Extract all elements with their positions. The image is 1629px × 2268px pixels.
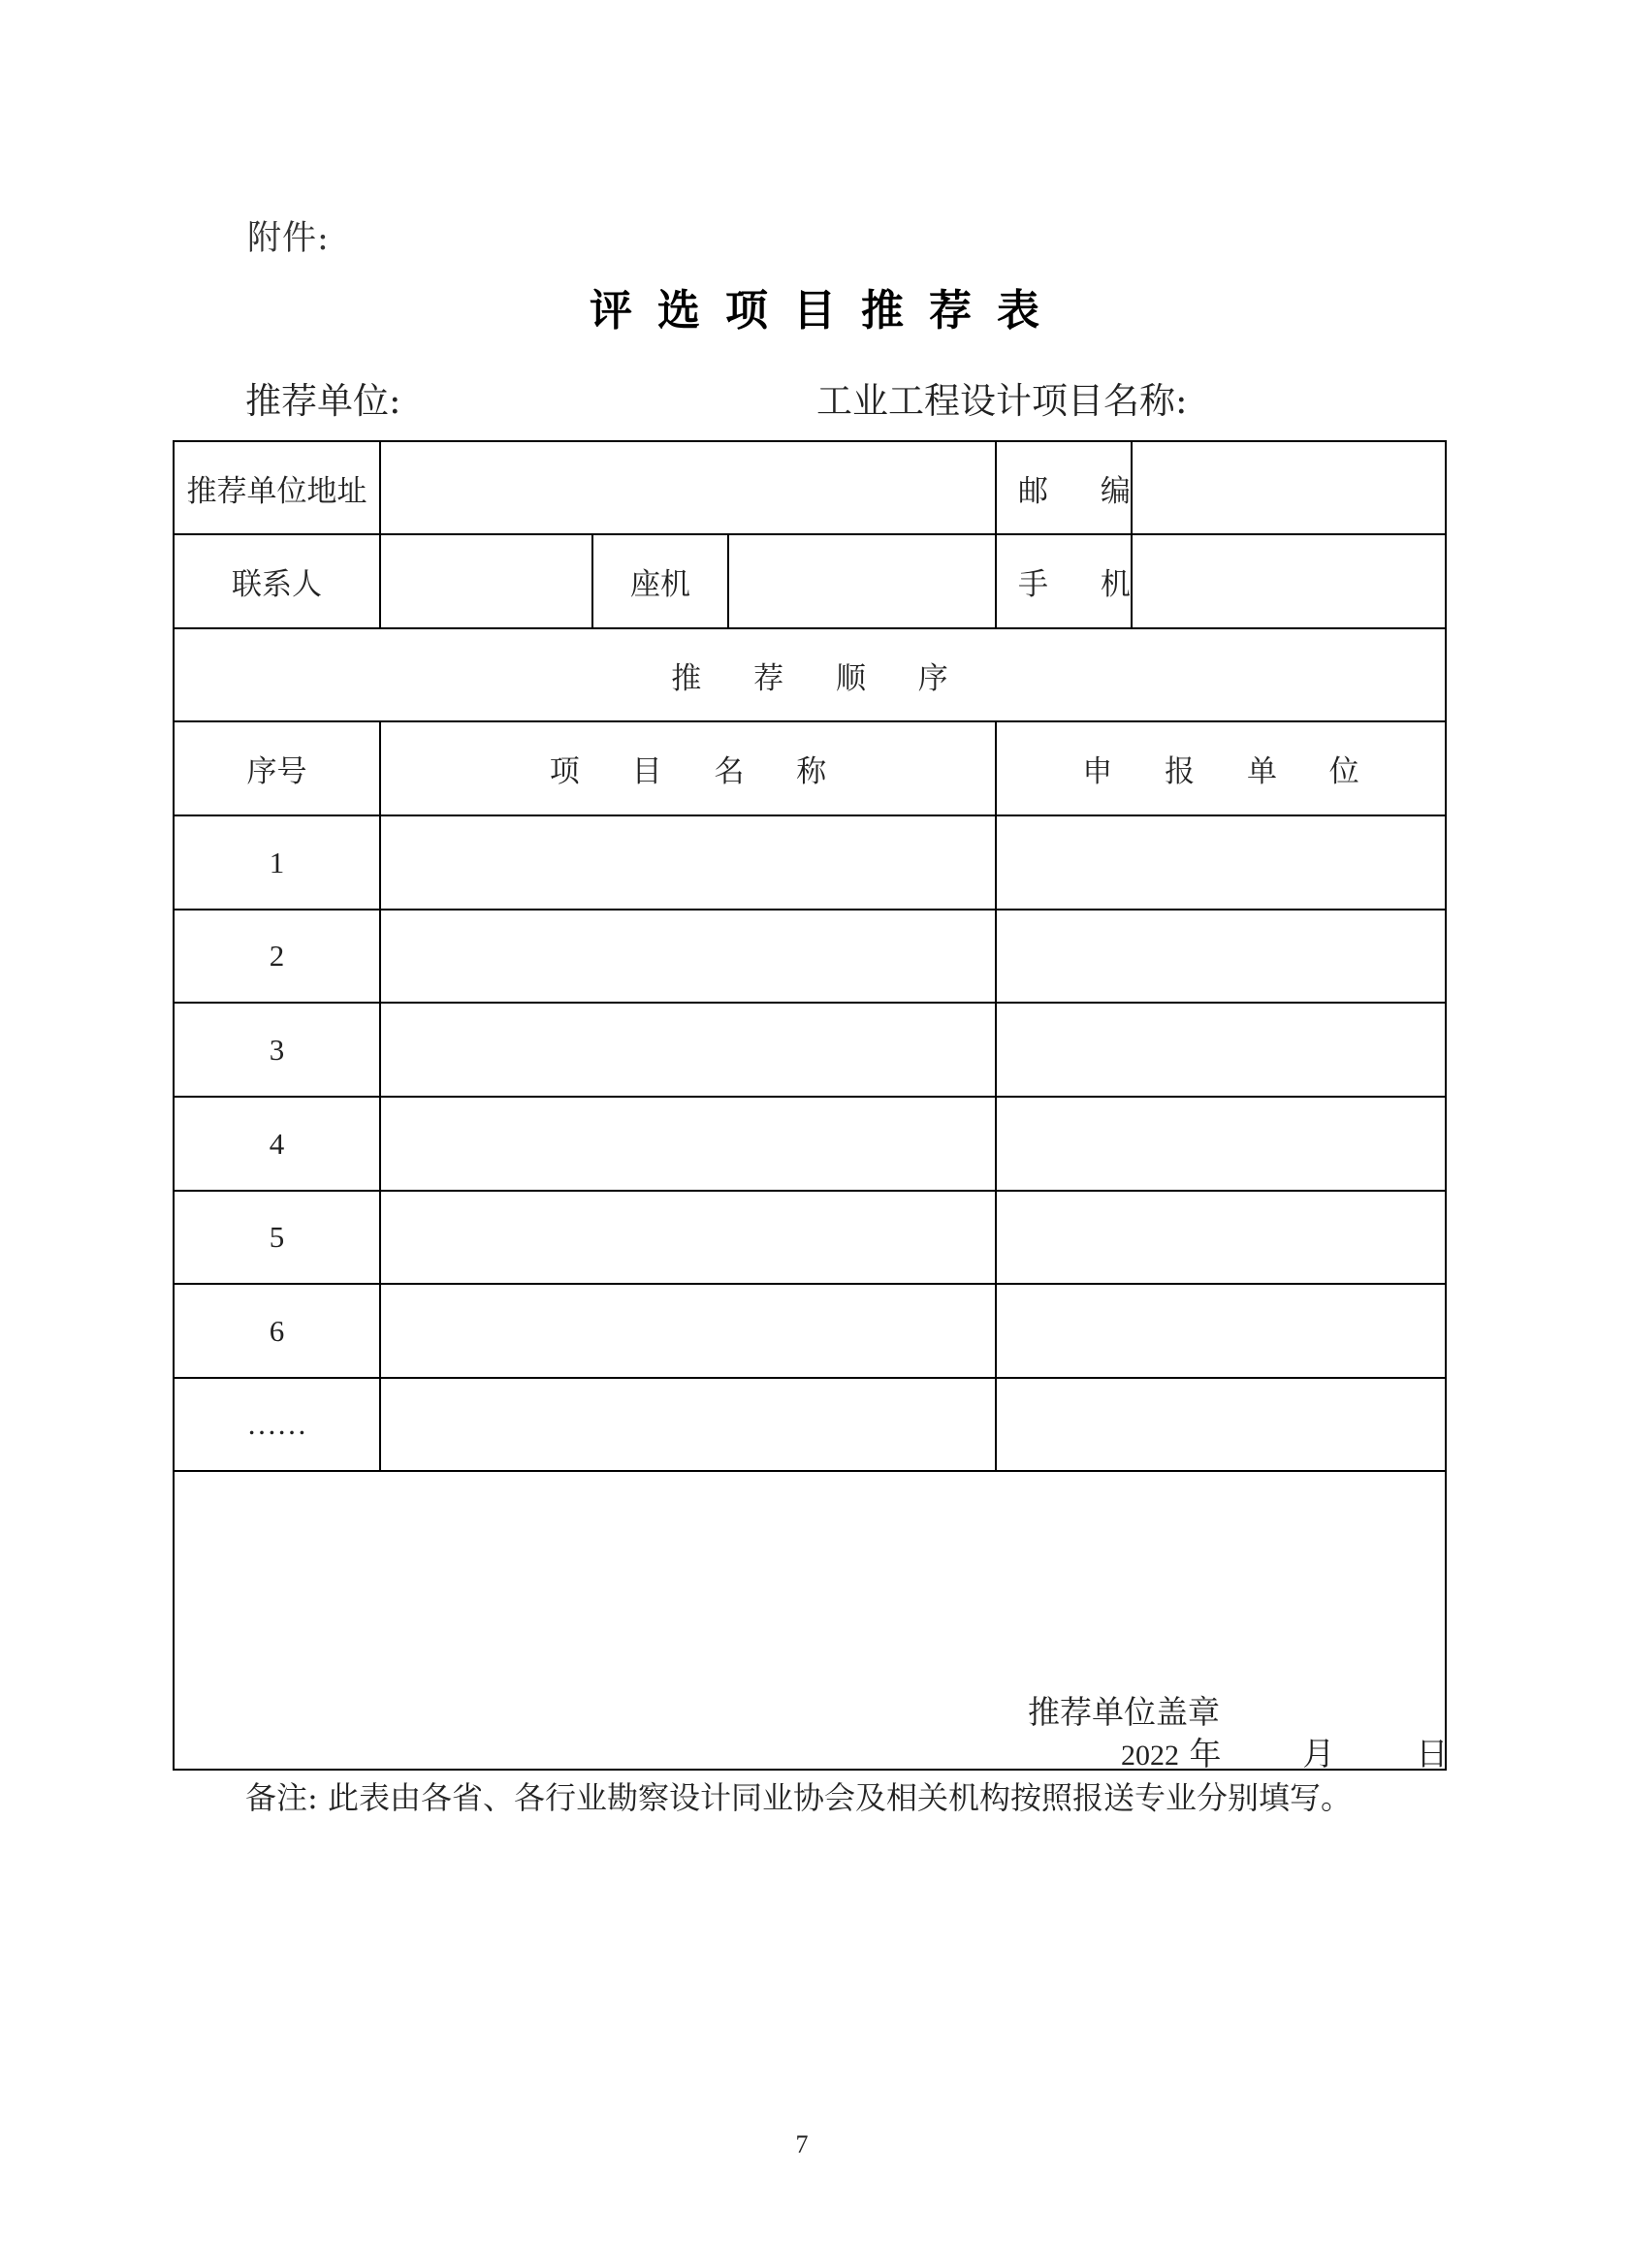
postcode-field[interactable] <box>1132 441 1446 534</box>
project-name-cell[interactable] <box>380 1003 996 1097</box>
project-name-cell[interactable] <box>380 1097 996 1191</box>
row-index: 3 <box>174 1003 380 1097</box>
page-number: 7 <box>795 2130 809 2158</box>
date-month-unit: 月 <box>1302 1735 1335 1773</box>
table-row <box>174 910 1446 1003</box>
table-row <box>174 1378 1446 1471</box>
applicant-unit-cell[interactable] <box>996 1284 1446 1378</box>
contact-label: 联系人 <box>174 534 380 628</box>
seal-row <box>174 1471 1446 1770</box>
recommendation-form-table <box>173 440 1447 1771</box>
footnote: 备注: 此表由各省、各行业勘察设计同业协会及相关机构按照报送专业分别填写。 <box>245 1779 1352 1816</box>
project-name-cell[interactable] <box>380 1378 996 1471</box>
row-index: 5 <box>174 1191 380 1284</box>
seal-label: 推荐单位盖章 <box>1028 1693 1220 1731</box>
applicant-unit-cell[interactable] <box>996 815 1446 910</box>
contact-field[interactable] <box>380 534 592 628</box>
table-row <box>174 1191 1446 1284</box>
landline-label: 座机 <box>592 534 728 628</box>
row-index: 6 <box>174 1284 380 1378</box>
address-field[interactable] <box>380 441 996 534</box>
attachment-label: 附件: <box>247 219 330 258</box>
applicant-unit-cell[interactable] <box>996 1097 1446 1191</box>
table-row <box>174 1284 1446 1378</box>
mobile-label: 手 机 <box>996 534 1132 628</box>
table-row <box>174 815 1446 910</box>
applicant-unit-cell[interactable] <box>996 1003 1446 1097</box>
row-index: …… <box>174 1378 380 1471</box>
table-row <box>174 1003 1446 1097</box>
row-index: 1 <box>174 815 380 910</box>
column-header-applicant-unit: 申 报 单 位 <box>996 721 1446 815</box>
date-year-unit: 年 <box>1189 1735 1222 1773</box>
mobile-field[interactable] <box>1132 534 1446 628</box>
recommending-unit-label: 推荐单位: <box>245 380 401 422</box>
date-day-unit: 日 <box>1416 1735 1449 1773</box>
applicant-unit-cell[interactable] <box>996 1378 1446 1471</box>
column-header-index: 序号 <box>174 721 380 815</box>
column-header-project-name: 项 目 名 称 <box>380 721 996 815</box>
column-header-row <box>174 721 1446 815</box>
row-index: 2 <box>174 910 380 1003</box>
project-name-cell[interactable] <box>380 815 996 910</box>
address-label: 推荐单位地址 <box>174 441 380 534</box>
row-index: 4 <box>174 1097 380 1191</box>
contact-row <box>174 534 1446 628</box>
table-row <box>174 1097 1446 1191</box>
page-title: 评选项目推荐表 <box>590 286 1065 335</box>
date-year: 2022 <box>1121 1740 1179 1772</box>
order-heading-row <box>174 628 1446 721</box>
project-name-cell[interactable] <box>380 910 996 1003</box>
landline-field[interactable] <box>728 534 996 628</box>
date-line <box>1121 1729 1448 1774</box>
project-name-cell[interactable] <box>380 1191 996 1284</box>
project-name-cell[interactable] <box>380 1284 996 1378</box>
applicant-unit-cell[interactable] <box>996 1191 1446 1284</box>
order-heading: 推 荐 顺 序 <box>174 628 1446 721</box>
address-row <box>174 441 1446 534</box>
seal-area[interactable] <box>174 1471 1449 1773</box>
project-name-label: 工业工程设计项目名称: <box>816 380 1188 422</box>
applicant-unit-cell[interactable] <box>996 910 1446 1003</box>
postcode-label: 邮 编 <box>996 441 1132 534</box>
